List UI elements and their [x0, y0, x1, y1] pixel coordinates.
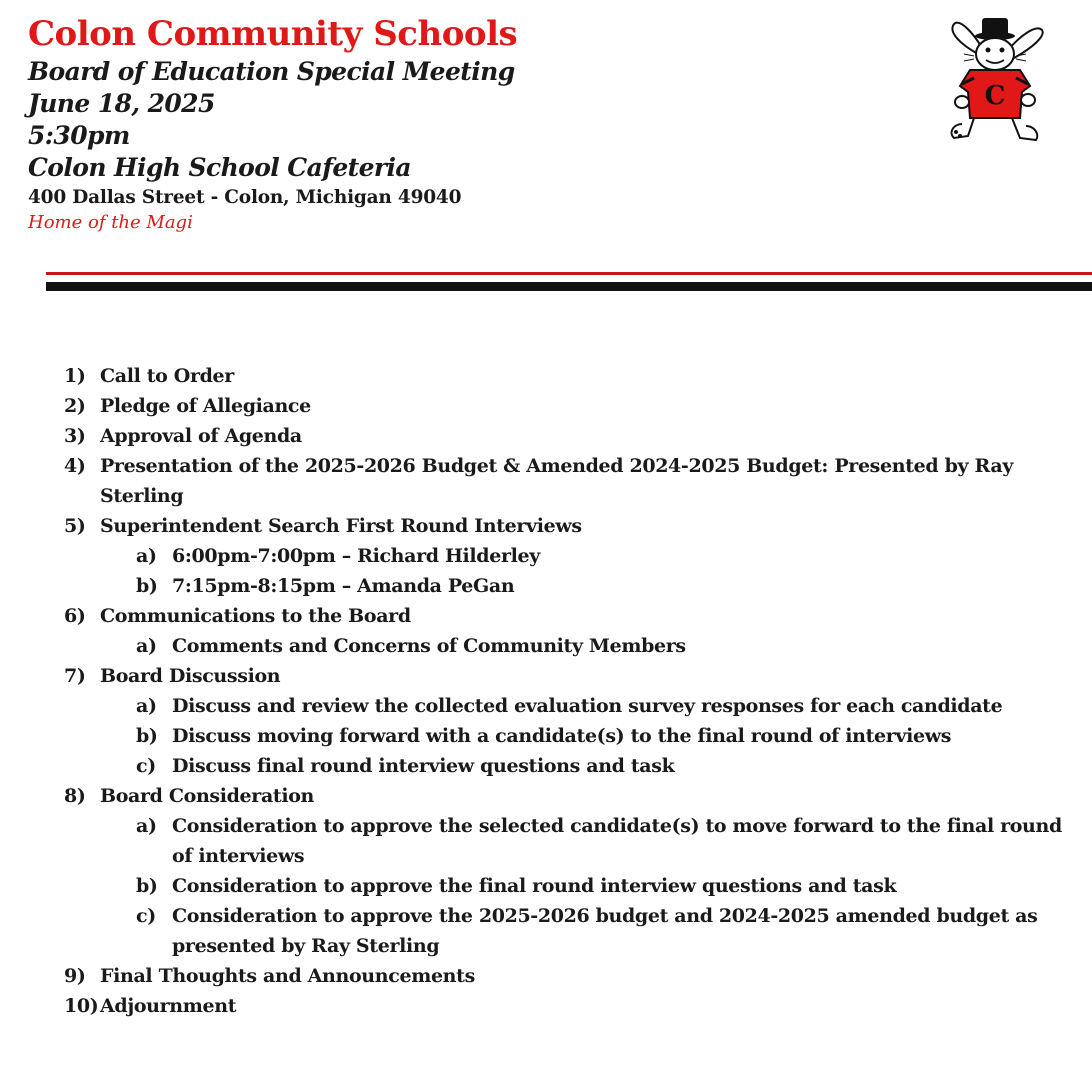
- agenda-subitem-text: 7:15pm-8:15pm – Amanda PeGan: [172, 575, 515, 597]
- agenda-subitem-text: Discuss final round interview questions and task: [172, 755, 675, 777]
- agenda-subitem-text: Discuss and review the collected evaluation survey responses for each candidate: [172, 695, 1003, 717]
- agenda-subitem-text: 6:00pm-7:00pm – Richard Hilderley: [172, 545, 540, 567]
- agenda-subitem-text: Consideration to approve the final round interview questions and task: [172, 875, 897, 897]
- agenda-subitem-letter: c): [136, 755, 156, 777]
- agenda-subitem: [64, 691, 1074, 721]
- agenda-list: [64, 361, 1074, 1021]
- agenda-item: [64, 961, 1074, 991]
- agenda-subitem-letter: c): [136, 905, 156, 927]
- agenda-item-number: 4): [64, 455, 86, 477]
- agenda-subitem-letter: a): [136, 695, 157, 717]
- header-divider-black: [46, 282, 1092, 291]
- meeting-type: Board of Education Special Meeting: [28, 57, 515, 86]
- agenda-subitem-letter: b): [136, 875, 158, 897]
- agenda-subitem-letter: b): [136, 725, 158, 747]
- meeting-date: June 18, 2025: [28, 89, 215, 118]
- agenda-item: [64, 391, 1074, 421]
- agenda-item-number: 9): [64, 965, 86, 987]
- meeting-location: Colon High School Cafeteria: [28, 153, 411, 182]
- agenda-item-number: 7): [64, 665, 86, 687]
- agenda-item-text: Board Consideration: [100, 785, 315, 807]
- agenda-subitem-letter: a): [136, 635, 157, 657]
- agenda-subitem: [64, 571, 1074, 601]
- agenda-subitem-text: Consideration to approve the 2025-2026 budget and 2024-2025 amended budget as presented by Ray Sterling: [172, 905, 1038, 957]
- agenda-item: [64, 511, 1074, 541]
- agenda-item-number: 1): [64, 365, 86, 387]
- school-name: Colon Community Schools: [28, 14, 518, 54]
- agenda-subitem: [64, 721, 1074, 751]
- meeting-address: 400 Dallas Street - Colon, Michigan 49040: [28, 187, 462, 208]
- agenda-item-number: 6): [64, 605, 86, 627]
- agenda-item-number: 10): [64, 995, 99, 1017]
- header-divider-red: [46, 272, 1092, 275]
- document-header: [28, 12, 908, 235]
- agenda-item: [64, 991, 1074, 1021]
- agenda-subitem-letter: a): [136, 545, 157, 567]
- agenda-subitem-letter: a): [136, 815, 157, 837]
- agenda-subitem-letter: b): [136, 575, 158, 597]
- school-tagline: Home of the Magi: [28, 212, 193, 233]
- agenda-item: [64, 601, 1074, 631]
- agenda-item-text: Pledge of Allegiance: [100, 395, 311, 417]
- agenda-item-text: Presentation of the 2025-2026 Budget & Amended 2024-2025 Budget: Presented by Ray Sterling: [100, 455, 1014, 507]
- agenda-item-number: 3): [64, 425, 86, 447]
- agenda-subitem-text: Consideration to approve the selected candidate(s) to move forward to the final round of interviews: [172, 815, 1062, 867]
- agenda-item-text: Communications to the Board: [100, 605, 411, 627]
- agenda-item-text: Adjournment: [100, 995, 237, 1017]
- agenda-item: [64, 661, 1074, 691]
- magician-rabbit-mascot-icon: [940, 14, 1050, 148]
- agenda-subitem: [64, 541, 1074, 571]
- agenda-subitem: [64, 901, 1074, 961]
- agenda-item-number: 8): [64, 785, 86, 807]
- agenda-item-text: Superintendent Search First Round Interviews: [100, 515, 582, 537]
- meeting-time: 5:30pm: [28, 121, 130, 150]
- agenda-subitem-text: Comments and Concerns of Community Members: [172, 635, 686, 657]
- agenda-item-number: 5): [64, 515, 86, 537]
- agenda-subitem-text: Discuss moving forward with a candidate(s) to the final round of interviews: [172, 725, 952, 747]
- agenda-subitem: [64, 631, 1074, 661]
- agenda-subitem: [64, 871, 1074, 901]
- shirt-letter: C: [984, 81, 1006, 111]
- agenda-subitem: [64, 751, 1074, 781]
- agenda-item-number: 2): [64, 395, 86, 417]
- agenda-item-text: Call to Order: [100, 365, 234, 387]
- agenda-item: [64, 451, 1074, 511]
- agenda-item: [64, 421, 1074, 451]
- agenda-subitem: [64, 811, 1074, 871]
- agenda-item-text: Final Thoughts and Announcements: [100, 965, 475, 987]
- agenda-item: [64, 361, 1074, 391]
- agenda-item-text: Approval of Agenda: [100, 425, 302, 447]
- agenda-item: [64, 781, 1074, 811]
- agenda-item-text: Board Discussion: [100, 665, 281, 687]
